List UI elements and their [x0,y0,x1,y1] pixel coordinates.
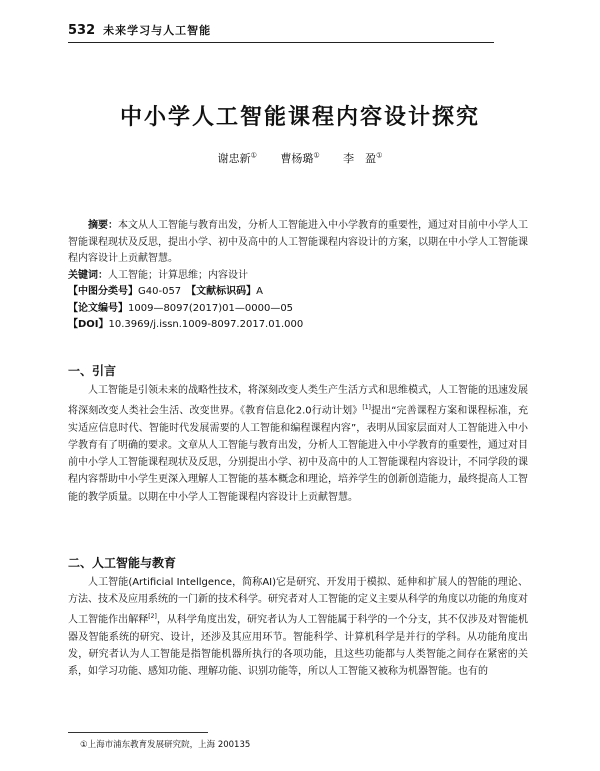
author: 曹杨璐① [280,151,320,165]
running-header [68,18,528,42]
article-title: 中小学人工智能课程内容设计探究 [119,104,480,130]
author: 谢忠新① [217,151,257,165]
article-metadata [68,218,528,334]
abstract: 摘要：本文从人工智能与教育出发，分析人工智能进入中小学教育的重要性，通过对目前中小学人工智能课程现状及反思，提出小学、初中及高中的人工智能课程内容设计的方案，以期在中小学人工智能课程内容设计上贡献智慧。 [68,220,528,264]
body-paragraph: 人工智能是引领未来的战略性技术，将深刻改变人类生产生活方式和思维模式，人工智能的迅速发展将深刻改变人类社会生活、改变世界。《教育信息化2.0行动计划》[1]提出“完善课程方案和课程标准，充实适应信息时代、智能时代发展需要的人工智能和编程课程内容”，表明从国家层面对人工智能进入中小学教育有了明确的要求。文章从人工智能与教育出发，分析人工智能进入中小学教育的重要性，通过对目前中小学人工智能课程现状及反思，分别提出小学、初中及高中的人工智能课程内容设计，不同学段的课程内容帮助中小学生更深入理解人工智能的基本概念和理论，培养学生的创新创造能力，最终提高人工智能的教学质量。以期在中小学人工智能课程内容设计上贡献智慧。 [68,385,528,503]
doi: 【DOI】10.3969/j.issn.1009-8097.2017.01.000 [68,319,304,330]
body-paragraph: 人工智能(Artificial Intellgence，简称AI)它是研究、开发用于模拟、延伸和扩展人的智能的理论、方法、技术及应用系统的一门新的技术科学。研究者对人工智能的定义主要从科学的角度以功能的角度对人工智能作出解释[2]，从科学角度出发，研究者认为人工智能属于科学的一个分支，其不仅涉及对智能机器及智能系统的研究、设计，还涉及其应用环节。智能科学、计算机科学是并行的学科。从功能角度出发，研究者认为人工智能是指智能机器所执行的各项功能，且这些功能都与人类智能之间存在紧密的关系，如学习功能、感知功能、理解功能、识别功能等，所以人工智能又被称为机器智能。也有的 [68,577,529,678]
article-number: 【论文编号】1009—8097(2017)01—0000—05 [68,302,294,314]
classification-line: 【中图分类号】G40-057 【文献标识码】A [68,286,264,297]
author: 李 盈① [343,151,383,165]
keywords: 关键词：人工智能；计算思维；内容设计 [68,269,248,281]
footnote: ①上海市浦东教育发展研究院，上海 200135 [80,740,251,750]
citation-marker: [1] [362,404,371,412]
citation-marker: [2] [148,613,157,621]
page-number: 532 [68,22,96,38]
section-heading: 一、引言 [68,364,117,378]
header-rule [68,42,494,43]
section-heading: 二、人工智能与教育 [68,556,177,570]
journal-name: 未来学习与人工智能 [103,24,212,37]
footnote-rule [68,732,208,733]
author-list [0,150,600,166]
